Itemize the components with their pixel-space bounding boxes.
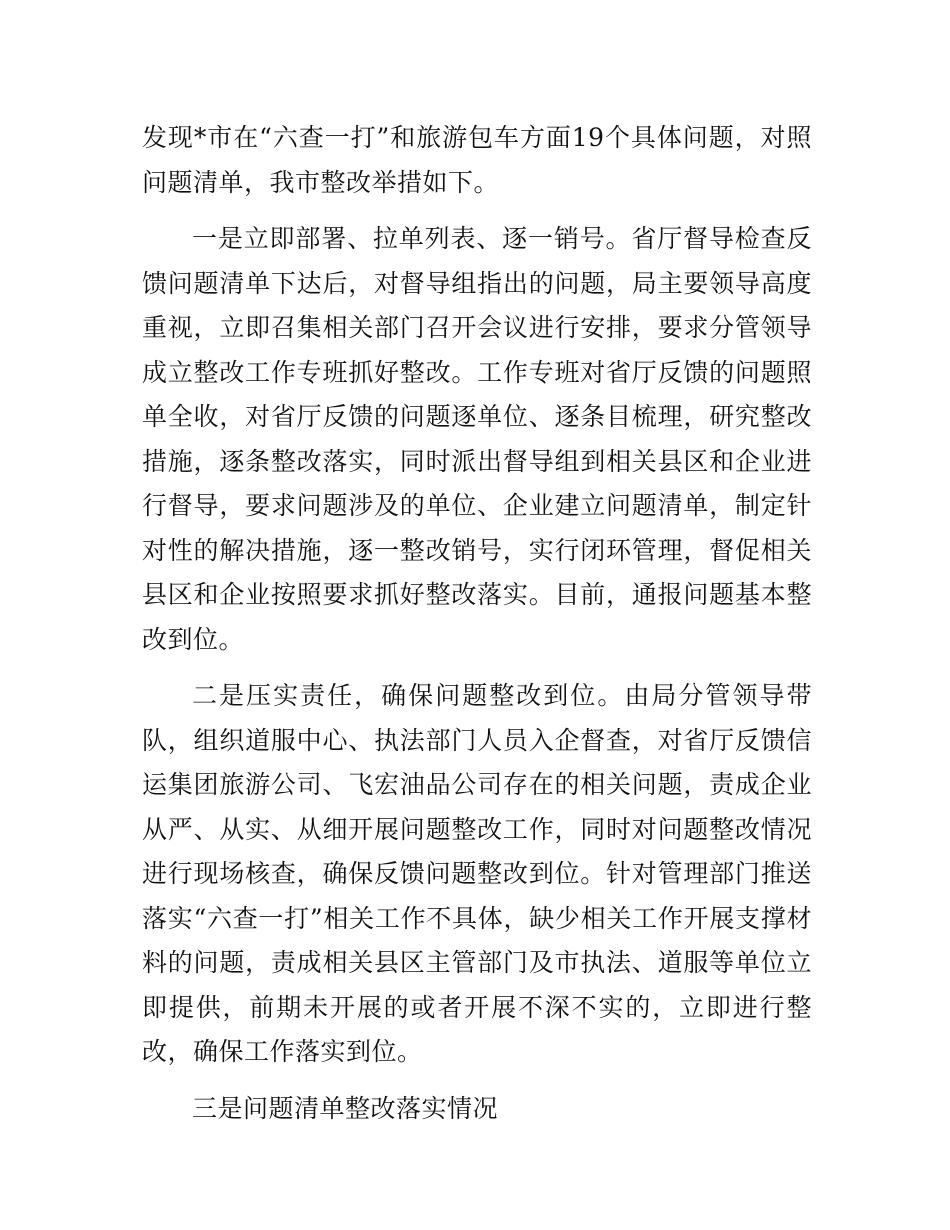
- paragraph-intro-continuation: 发现*市在“六查一打”和旅游包车方面19个具体问题，对照问题清单，我市整改举措如下。: [142, 123, 812, 197]
- paragraph-measure-three-heading: 三是问题清单整改落实情况: [192, 1093, 499, 1123]
- paragraph-measure-two: 二是压实责任，确保问题整改到位。由局分管领导带队，组织道服中心、执法部门人员入企督查，对省厅反馈信运集团旅游公司、飞宏油品公司存在的相关问题，责成企业从严、从实、从细开展问题整改工作，同时对问题整改情况进行现场核查，确保反馈问题整改到位。针对管理部门推送落实“六查一打”相关工作不具体，缺少相关工作开展支撑材料的问题，责成相关县区主管部门及市执法、道服等单位立即提供，前期未开展的或者开展不深不实的，立即进行整改，确保工作落实到位。: [142, 681, 812, 1066]
- paragraph-measure-one: 一是立即部署、拉单列表、逐一销号。省厅督导检查反馈问题清单下达后，对督导组指出的问题，局主要领导高度重视，立即召集相关部门召开会议进行安排，要求分管领导成立整改工作专班抓好整改。工作专班对省厅反馈的问题照单全收，对省厅反馈的问题逐单位、逐条目梳理，研究整改措施，逐条整改落实，同时派出督导组到相关县区和企业进行督导，要求问题涉及的单位、企业建立问题清单，制定针对性的解决措施，逐一整改销号，实行闭环管理，督促相关县区和企业按照要求抓好整改落实。目前，通报问题基本整改到位。: [142, 224, 812, 654]
- document-body: [142, 116, 812, 1143]
